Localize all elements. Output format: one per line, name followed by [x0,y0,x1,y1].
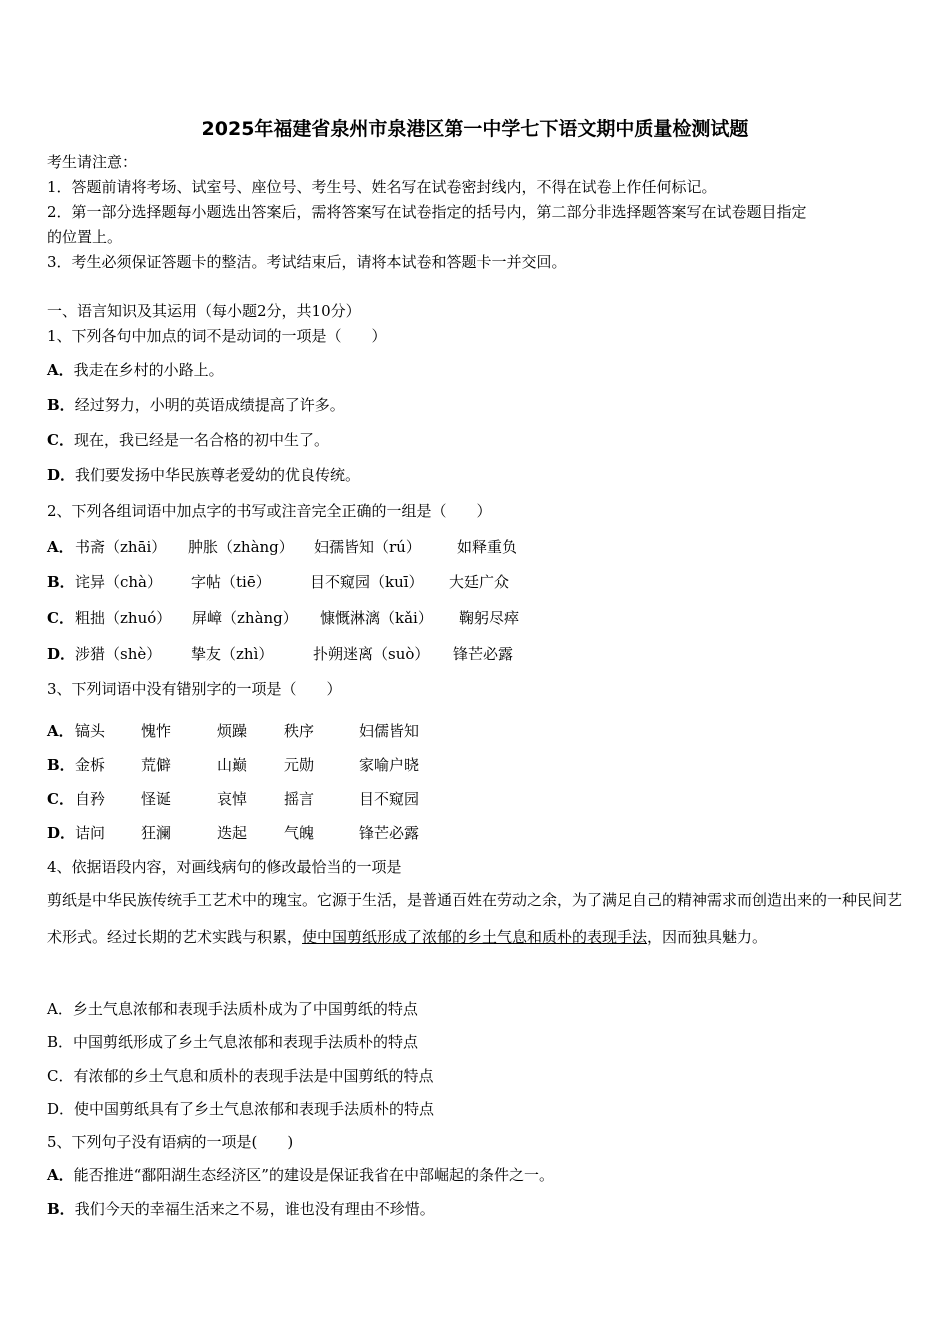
section-heading: 一、语言知识及其运用（每小题2分，共10分） [47,302,361,320]
question-stem: 5、下列句子没有语病的一项是( ) [47,1133,294,1151]
notice-item: 2．第一部分选择题每小题选出答案后，需将答案写在试卷指定的括号内，第二部分非选择题答案写在试卷题目指定 [47,203,807,221]
question-stem: 3、下列词语中没有错别字的一项是（ ） [47,680,342,698]
option-b: B．经过努力，小明的英语成绩提高了许多。 [47,396,345,414]
exam-page: 2025年福建省泉州市泉港区第一中学七下语文期中质量检测试题 考生请注意： 1．答题前请将考场、试室号、座位号、考生号、姓名写在试卷密封线内，不得在试卷上作任何标记。 2．第一部分选择题每小题选出答案后，需将答案写在试卷指定的括号内，第二部分非选择题答案写在试卷题目指定 的位置上。 3．考生必须保证答题卡的整洁。考试结束后，请将本试卷和答题卡一并交回。 一、语言知识及其运用（每小题2分，共10分） 1、下列各句中加点的词不是动词的一项是（ ） A．我走在乡村的小路上。 B．经过努力，小明的英语成绩提高了许多。 C．现在，我已经是一名合格的初中生了。 D．我们要发扬中华民族尊老爱幼的优良传统。 2、下列各组词语中加点字的书写或注音完全正确的一组是（ ） A． 书斋（zhāi） 肿胀（zhàng） 妇孺皆知（rú） 如释重负 B． 诧异（chà） 字帖（tiē） 目不窥园（kuī） 大廷广众 C． 粗拙（zhuó） 屏嶂（zhàng） 慷慨淋漓（kǎi） 鞠躬尽瘁 D． 涉猎（shè） 挚友（zhì） 扑朔迷离（suò） 锋芒必露 3、下列词语中没有错别字的一项是（ ） A． 镐头 愧怍 烦躁 秩序 妇儒皆知 B． 金柝 荒僻 山巅 元勋 家喻户晓 C． 自矜 怪诞 哀悼 摇言 目不窥园 D． 诘问 狂澜 迭起 气魄 锋芒必露 4、依据语段内容，对画线病句的修改最恰当的一项是 剪纸是中华民族传统手工艺术中的瑰宝。它源于生活，是普通百姓在劳动之余，为了满足自己的精神需求而创造出来的一种民间艺术形式。经过长期的艺术实践与积累，使中国剪纸形成了浓郁的乡土气息和质朴的表现手法，因而独具魅力。 A．乡土气息浓郁和表现手法质朴成为了中国剪纸的特点 B．中国剪纸形成了乡土气息浓郁和表现手法质朴的特点 C．有浓郁的乡土气息和质朴的表现手法是中国剪纸的特点 D．使中国剪纸具有了乡土气息浓郁和表现手法质朴的特点 5、下列句子没有语病的一项是( ) A．能否推进“鄱阳湖生态经济区”的建设是保证我省在中部崛起的条件之一。 B．我们今天的幸福生活来之不易，谁也没有理由不珍惜。 [0,0,950,1344]
option-a: A．乡土气息浓郁和表现手法质朴成为了中国剪纸的特点 [47,1000,418,1018]
option-d: D．使中国剪纸具有了乡土气息浓郁和表现手法质朴的特点 [47,1100,435,1118]
option-c: C．现在，我已经是一名合格的初中生了。 [47,431,329,449]
option-d: D．我们要发扬中华民族尊老爱幼的优良传统。 [47,466,361,484]
option-c: C．有浓郁的乡土气息和质朴的表现手法是中国剪纸的特点 [47,1067,434,1085]
notice-item: 的位置上。 [47,228,123,246]
page-title: 2025年福建省泉州市泉港区第一中学七下语文期中质量检测试题 [201,118,749,140]
notice-item: 3．考生必须保证答题卡的整洁。考试结束后，请将本试卷和答题卡一并交回。 [47,253,567,271]
option-a: A．我走在乡村的小路上。 [47,361,224,379]
question-stem: 4、依据语段内容，对画线病句的修改最恰当的一项是 [47,858,402,876]
option-b: B．我们今天的幸福生活来之不易，谁也没有理由不珍惜。 [47,1200,435,1218]
option-a: A．能否推进“鄱阳湖生态经济区”的建设是保证我省在中部崛起的条件之一。 [47,1166,554,1184]
passage: 剪纸是中华民族传统手工艺术中的瑰宝。它源于生活，是普通百姓在劳动之余，为了满足自己的精神需求而创造出来的一种民间艺术形式。经过长期的艺术实践与积累，使中国剪纸形成了浓郁的乡土气息和质朴的表现手法，因而独具魅力。 [47,891,903,946]
question-stem: 1、下列各句中加点的词不是动词的一项是（ ） [47,327,387,345]
notice-item: 1．答题前请将考场、试室号、座位号、考生号、姓名写在试卷密封线内，不得在试卷上作任何标记。 [47,178,717,196]
notice-heading: 考生请注意： [47,153,138,171]
underlined-sentence: 使中国剪纸形成了浓郁的乡土气息和质朴的表现手法 [302,928,648,946]
option-b: B．中国剪纸形成了乡土气息浓郁和表现手法质朴的特点 [47,1033,419,1051]
question-stem: 2、下列各组词语中加点字的书写或注音完全正确的一组是（ ） [47,502,492,520]
